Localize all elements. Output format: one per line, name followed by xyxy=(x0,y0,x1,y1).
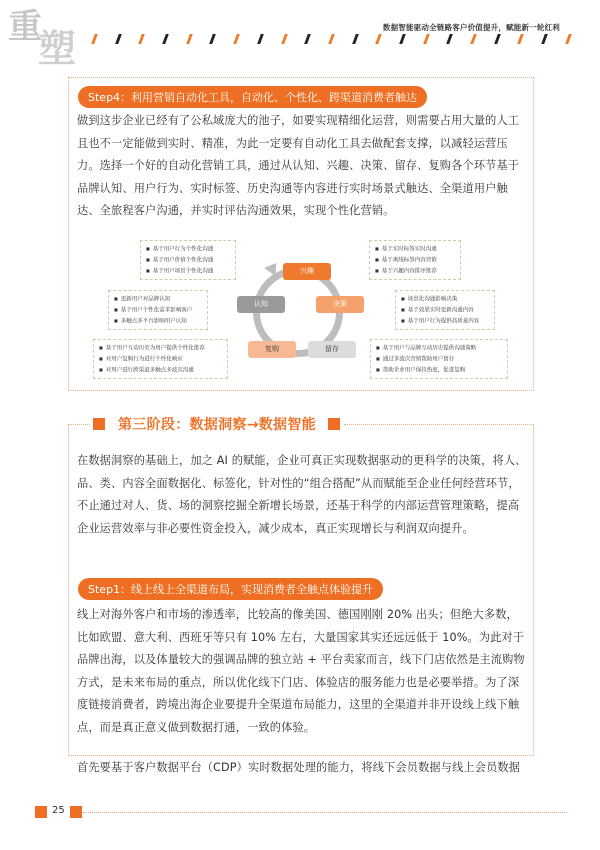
page-number: 25 xyxy=(52,805,65,816)
slash-mark-icon xyxy=(417,33,441,45)
step1-paragraph: 线上对海外客户和市场的渗透率，比较高的像美国、德国刚刚 20% 出头；但绝大多数，比如欧盟、意大利、西班牙等只有 10% 左右，大量国家其实还远远低于 10%。为此对于品牌出海，以及体量较大的强调品牌的独立站 + 平台卖家而言，线下门店依然是主流购物方式，是未来布局的重点，所以优化线下门店、体验店的服务能力也是必要举措。为了深度链接消费者，跨境出海企业要提升全渠道布局能力，这里的全渠道并非开设线上线下触点，而是真正意义做到数据打通，一致的体验。 xyxy=(77,608,525,734)
slash-mark-icon xyxy=(559,33,583,45)
slash-mark-icon xyxy=(156,33,180,45)
slash-mark-icon xyxy=(369,33,393,45)
slash-mark-icon xyxy=(464,33,488,45)
slash-mark-icon xyxy=(440,33,464,45)
logo-char-1: 重 xyxy=(8,7,42,47)
note-item: ■ 基于用户与品牌互动历史提供沟通策略 xyxy=(376,343,502,354)
note-item: ■ 通过多波次营销帮助用户留存 xyxy=(376,354,502,365)
footer-square-left xyxy=(35,806,47,818)
footer-square-right xyxy=(70,806,82,818)
stage-interest: 兴趣 xyxy=(283,263,331,280)
slash-mark-icon xyxy=(535,33,559,45)
slash-mark-icon xyxy=(488,33,512,45)
note-item: ■ 更新用户对品牌认知 xyxy=(114,294,202,305)
note-interest-right xyxy=(369,240,461,280)
slash-mark-icon xyxy=(109,33,133,45)
step1-pill: Step1：线上线上全渠道布局，实现消费者全触点体验提升 xyxy=(78,578,383,600)
stage-decide: 决策 xyxy=(316,296,364,313)
slash-mark-icon xyxy=(511,33,535,45)
step4-paragraph: 做到这步企业已经有了公私域庞大的池子，如要实现精细化运营，则需要占用大量的人工且也不一定能做到实时、精准，为此一定要有自动化工具去做配套支撑，以减轻运营压力。选择一个好的自动化营销工具，通过从认知、兴趣、决策、留存、复购各个环节基于品牌认知、用户行为、实时标签、历史沟通等内容进行实时场景式触达、全渠道用户触达、全旅程客户沟通，并实时评估沟通效果，实现个性化营销。 xyxy=(77,114,520,217)
slash-mark-icon xyxy=(203,33,227,45)
note-decide xyxy=(395,290,495,330)
logo-char-2: 塑 xyxy=(38,27,77,71)
note-item: ■ 场景化沟通影响决策 xyxy=(401,294,489,305)
note-item: ■ 基于用户互动历史为用户提供个性化推荐 xyxy=(99,343,222,354)
step4-pill: Step4：利用营销自动化工具，自动化、个性化、跨渠道消费者触达 xyxy=(78,86,427,108)
stage-retain: 留存 xyxy=(308,341,356,358)
note-item: ■ 基于用户价值个性化沟通 xyxy=(146,255,230,266)
note-item: ■ 基于效果实时更新沟通内容 xyxy=(401,305,489,316)
footer-divider xyxy=(83,812,567,813)
note-item: ■ 基于用户场景个性化沟通 xyxy=(146,266,230,277)
note-item: ■ 帮助企业用户保持热度，促进复购 xyxy=(376,365,502,376)
step1-paragraph-2: 首先要基于客户数据平台（CDP）实时数据处理的能力，将线下会员数据与线上会员数据 xyxy=(77,761,521,774)
slash-mark-icon xyxy=(227,33,251,45)
note-item: ■ 对用户进行跨渠道多触点多波次沟通 xyxy=(99,365,222,376)
slash-mark-icon xyxy=(251,33,275,45)
slash-mark-icon xyxy=(298,33,322,45)
slash-mark-icon xyxy=(346,33,370,45)
slash-mark-icon xyxy=(85,33,109,45)
note-item: ■ 基于用户个性化需求影响客户 xyxy=(114,305,202,316)
note-item: ■ 基于离线标签内容营销 xyxy=(375,255,455,266)
slash-mark-icon xyxy=(180,33,204,45)
note-retain xyxy=(370,339,508,379)
note-item: ■ 基于用户行为提供高质量内容 xyxy=(401,316,489,327)
slash-mark-icon xyxy=(322,33,346,45)
decorative-slash-row xyxy=(85,33,585,47)
slash-mark-icon xyxy=(132,33,156,45)
stage3-title: 第三阶段：数据洞察→数据智能 xyxy=(118,417,316,433)
note-aware xyxy=(108,290,208,330)
note-item: ■ 基于实时标签实时沟通 xyxy=(375,244,455,255)
stage-rebuy: 复购 xyxy=(248,341,296,358)
note-rebuy xyxy=(93,339,228,379)
brand-logo xyxy=(8,7,83,71)
header-title: 数据智能驱动全链路客户价值提升，赋能新一轮红利 xyxy=(382,23,560,32)
stage3-paragraph: 在数据洞察的基础上，加之 AI 的赋能，企业可真正实现数据驱动的更科学的决策，将人、品、类、内容全面数据化、标签化，针对性的“组合搭配”从而赋能至企业任何经营环节，不止通过对人、货、场的洞察挖掘全新增长场景，还基于科学的内部运营管理策略，提高企业运营效率与非必要性资金投入，减少成本，真正实现增长与利润双向提升。 xyxy=(77,454,527,535)
note-item: ■ 对用户复购行为进行个性化响应 xyxy=(99,354,222,365)
note-item: ■ 基于用户行为个性化沟通 xyxy=(146,244,230,255)
slash-mark-icon xyxy=(275,33,299,45)
stage-aware: 认知 xyxy=(237,296,285,313)
slash-mark-icon xyxy=(393,33,417,45)
note-interest-left xyxy=(140,240,236,280)
note-item: ■ 基于兴趣内容排序推荐 xyxy=(375,266,455,277)
note-item: ■ 多触点多平台影响用户认知 xyxy=(114,316,202,327)
